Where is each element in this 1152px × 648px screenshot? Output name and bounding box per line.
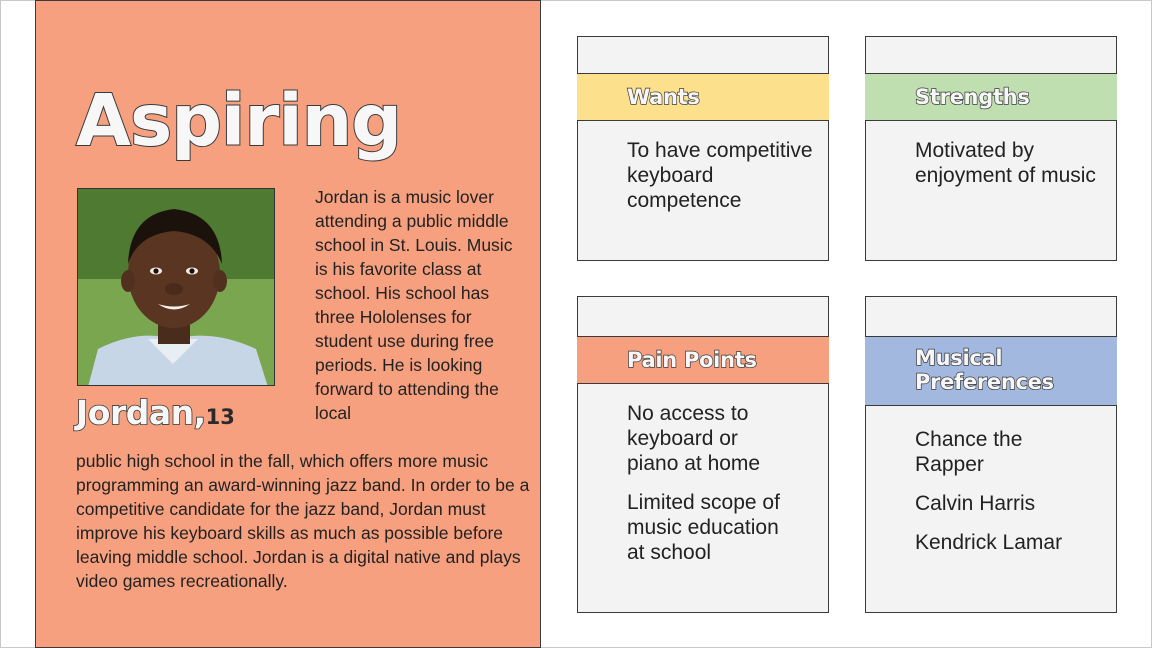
persona-panel [35, 0, 541, 648]
list-item: To have competitive keyboard competence [627, 139, 813, 212]
musical-preferences-card-title: Musical Preferences [915, 346, 1054, 394]
pain-points-card-header [577, 336, 829, 384]
list-item: Calvin Harris [915, 492, 1036, 515]
pain-points-card [577, 296, 829, 613]
list-item: Kendrick Lamar [915, 531, 1063, 554]
wants-card-title: Wants [627, 85, 700, 109]
musical-preferences-card-header [865, 336, 1117, 406]
persona-title: Aspiring [76, 79, 402, 162]
pain-points-card-body [627, 401, 788, 579]
strengths-card-header [865, 73, 1117, 121]
persona-name [76, 393, 235, 432]
strengths-card-body [915, 138, 1108, 202]
persona-bio-top: Jordan is a music lover attending a public middle school in St. Louis. Music is his favorite class at school. His school has three Hololenses for student use during free periods. He is looking forward to attending the local [315, 187, 513, 423]
strengths-card [865, 36, 1117, 261]
pain-points-card-title: Pain Points [627, 348, 757, 372]
list-item: Chance the Rapper [915, 428, 1023, 476]
list-item: Limited scope of music education at school [627, 491, 780, 564]
musical-preferences-card-body [915, 427, 1066, 569]
list-item: No access to keyboard or piano at home [627, 402, 761, 475]
wants-card-header [577, 73, 829, 121]
wants-card-body [627, 138, 820, 227]
musical-preferences-card [865, 296, 1117, 613]
persona-photo [77, 188, 275, 386]
persona-age: 13 [205, 405, 235, 429]
persona-bio-bottom: public high school in the fall, which offers more music programming an award-winning jazz band. In order to be a competitive candidate for the jazz band, Jordan must improve his keyboard skills as much as possible before leaving middle school. Jordan is a digital native and plays video games recreationally. [76, 451, 530, 591]
wants-card [577, 36, 829, 261]
strengths-card-title: Strengths [915, 85, 1030, 109]
list-item: Motivated by enjoyment of music [915, 139, 1096, 187]
persona-first-name: Jordan, [76, 393, 206, 432]
